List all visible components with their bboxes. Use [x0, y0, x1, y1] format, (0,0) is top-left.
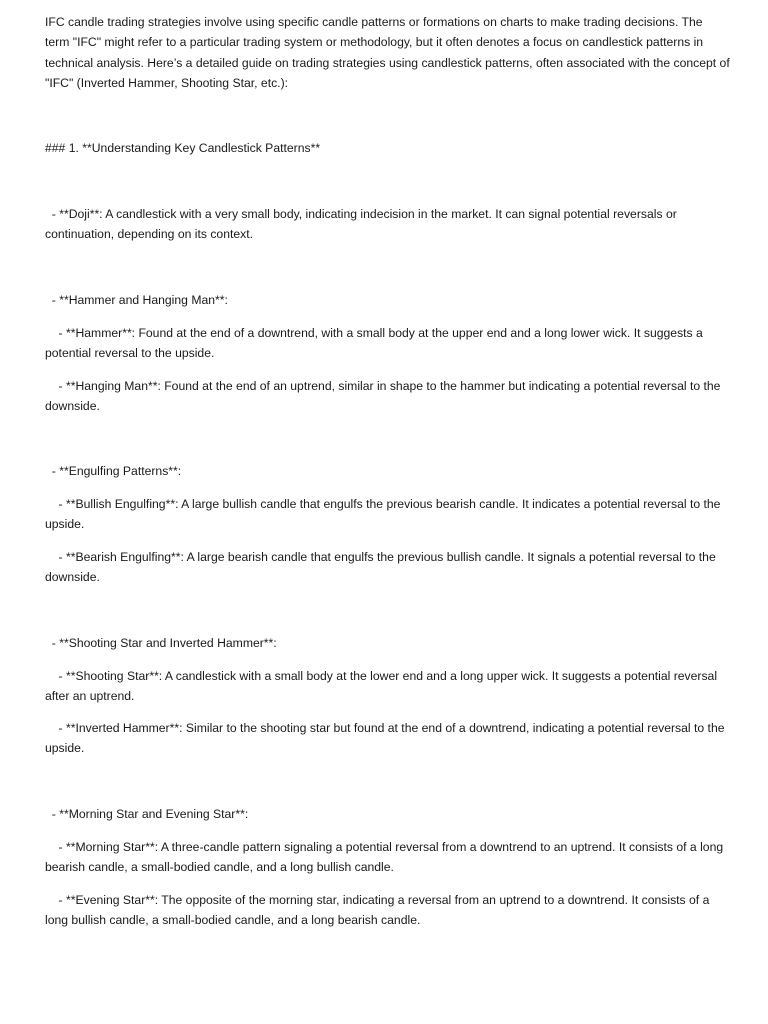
- hammer-hanging-man-heading: - **Hammer and Hanging Man**:: [45, 293, 228, 307]
- morning-star-item: - **Morning Star**: A three-candle pattern signaling a potential reversal from a downtrend to an uptrend. It consists of a long bearish candle, a small-bodied candle, and a long bullish candle.: [45, 840, 724, 875]
- hanging-man-item: - **Hanging Man**: Found at the end of an uptrend, similar in shape to the hammer but indicating a potential reversal to the downside.: [45, 379, 721, 414]
- shooting-star-item: - **Shooting Star**: A candlestick with a small body at the lower end and a long upper wick. It suggests a potential reversal after an uptrend.: [45, 669, 718, 704]
- intro-paragraph: IFC candle trading strategies involve using specific candle patterns or formations on charts to make trading decisions. The term "IFC" might refer to a particular trading system or methodology, but it often denotes a focus on candlestick patterns in technical analysis. Here’s a detailed guide on trading strategies using candlestick patterns, often associated with the concept of "IFC" (Inverted Hammer, Shooting Star, etc.):: [45, 15, 730, 90]
- engulfing-heading: - **Engulfing Patterns**:: [45, 464, 182, 478]
- section-heading: ### 1. **Understanding Key Candlestick Patterns**: [45, 141, 321, 155]
- morning-evening-star-heading: - **Morning Star and Evening Star**:: [45, 807, 249, 821]
- bearish-engulfing-item: - **Bearish Engulfing**: A large bearish candle that engulfs the previous bullish candle. It signals a potential reversal to the downside.: [45, 550, 716, 585]
- evening-star-item: - **Evening Star**: The opposite of the morning star, indicating a reversal from an uptrend to a downtrend. It consists of a long bullish candle, a small-bodied candle, and a long bearish candle.: [45, 893, 710, 928]
- doji-item: - **Doji**: A candlestick with a very small body, indicating indecision in the market. It can signal potential reversals or continuation, depending on its context.: [45, 207, 677, 242]
- inverted-hammer-item: - **Inverted Hammer**: Similar to the shooting star but found at the end of a downtrend, indicating a potential reversal to the upside.: [45, 721, 725, 756]
- shooting-star-inverted-hammer-heading: - **Shooting Star and Inverted Hammer**:: [45, 636, 277, 650]
- bullish-engulfing-item: - **Bullish Engulfing**: A large bullish candle that engulfs the previous bearish candle. It indicates a potential reversal to the upside.: [45, 497, 721, 532]
- hammer-item: - **Hammer**: Found at the end of a downtrend, with a small body at the upper end and a long lower wick. It suggests a potential reversal to the upside.: [45, 326, 703, 361]
